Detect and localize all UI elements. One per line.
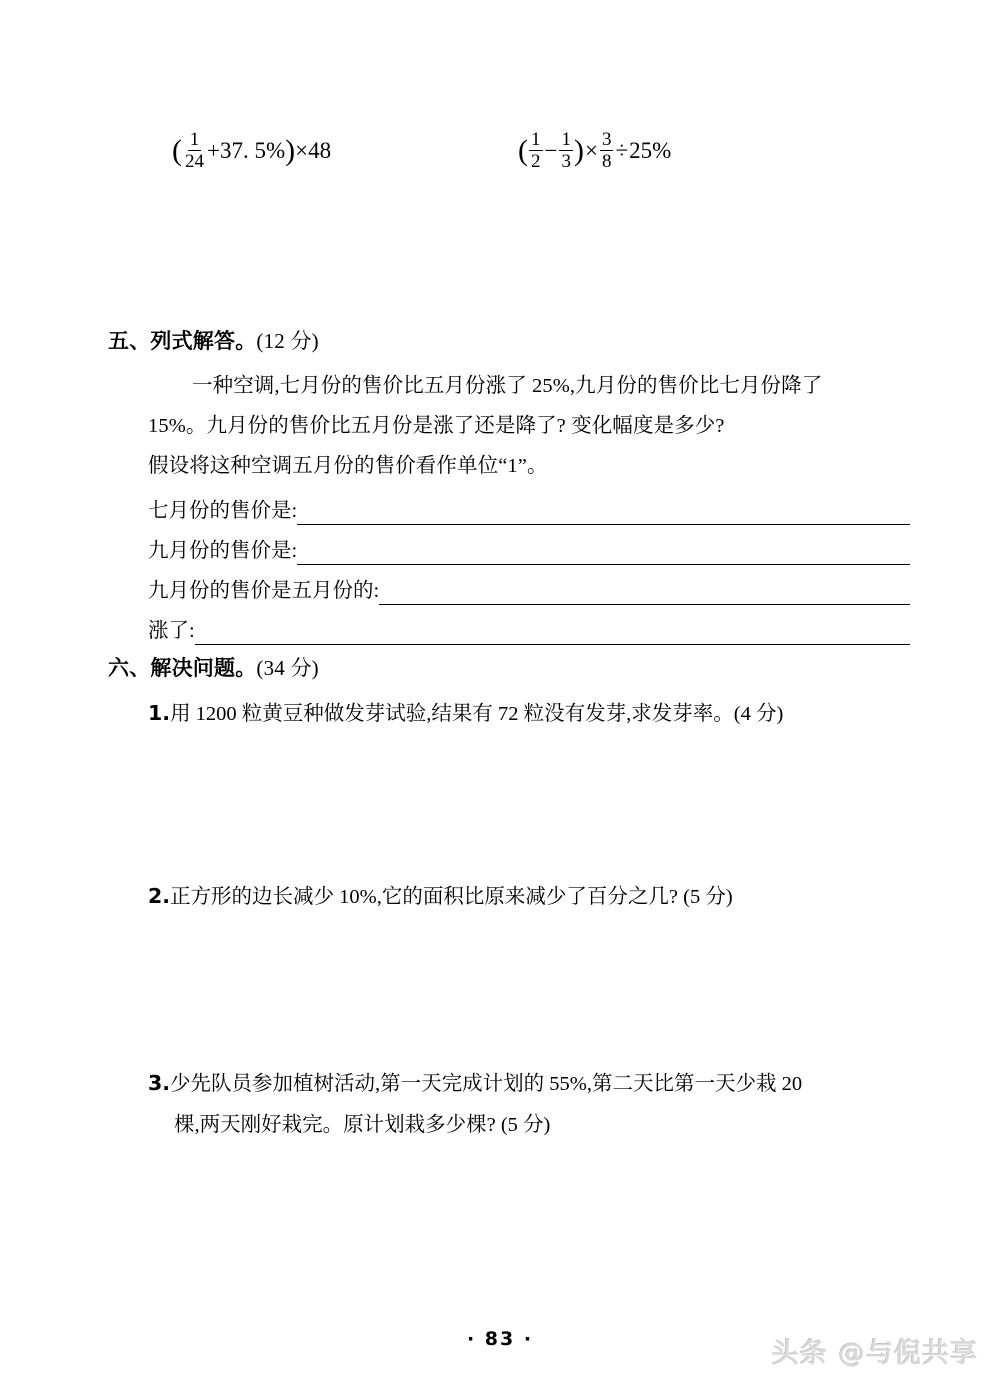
fraction-denominator: 8 (601, 151, 612, 173)
assumption-text: 假设将这种空调五月份的售价看作单位“1”。 (148, 455, 548, 477)
section-five-question-line1 (148, 366, 822, 406)
minus-operator: − (544, 138, 558, 164)
section-five-points: (12 分) (256, 329, 319, 353)
answer-blank-row-4[interactable] (148, 610, 910, 648)
open-paren: ( (172, 133, 182, 167)
section-five-title: 五、列式解答。 (108, 329, 257, 353)
answer-blank-rule[interactable] (297, 523, 910, 525)
calculation-row (0, 108, 1000, 188)
problem-item-2 (148, 876, 928, 918)
fraction-numerator: 1 (531, 129, 541, 150)
fraction-denominator: 2 (531, 151, 541, 173)
answer-blank-row-3[interactable] (148, 570, 910, 608)
calculation-expression-2 (518, 130, 671, 172)
close-paren: ) (285, 133, 296, 167)
calculation-expression-1 (172, 130, 331, 172)
section-five-question-line2 (148, 406, 725, 446)
section-five-assumption (148, 446, 548, 486)
problem-number: 1. (148, 701, 171, 725)
divide-operator: ÷ (615, 138, 629, 164)
divisor-percent: 25% (629, 138, 672, 164)
answer-blank-label: 七月份的售价是: (148, 500, 298, 522)
fraction-numerator: 1 (561, 129, 571, 150)
times-operator: × (584, 138, 598, 164)
addend-percent: +37. 5% (207, 138, 286, 164)
fraction-three-eighths (600, 130, 614, 172)
problem-text-line2: 棵,两天刚好栽完。原计划栽多少棵? (5 分) (174, 1114, 551, 1136)
problem-number: 3. (148, 1071, 171, 1095)
answer-blank-row-2[interactable] (148, 530, 910, 568)
open-paren: ( (518, 133, 528, 167)
fraction-one-half (529, 130, 543, 172)
problem-text: 少先队员参加植树活动,第一天完成计划的 55%,第二天比第一天少栽 20 (170, 1073, 803, 1095)
answer-blank-label: 九月份的售价是五月份的: (148, 580, 380, 602)
problem-item-3 (148, 1063, 938, 1146)
fraction-numerator: 1 (189, 129, 200, 150)
answer-blank-rule[interactable] (379, 603, 910, 605)
problem-number: 2. (148, 884, 171, 908)
answer-blank-rule[interactable] (195, 643, 910, 645)
section-six-points: (34 分) (256, 656, 319, 680)
question-text: 一种空调,七月份的售价比五月份涨了 25%,九月份的售价比七月份降了 (192, 375, 823, 397)
section-five-heading (108, 325, 319, 355)
multiplier-tail: ×48 (295, 138, 332, 164)
section-six-heading (108, 652, 319, 682)
fraction-denominator: 24 (185, 151, 204, 173)
problem-text: 用 1200 粒黄豆种做发芽试验,结果有 72 粒没有发芽,求发芽率。(4 分) (170, 703, 784, 725)
fraction-numerator: 3 (601, 129, 612, 150)
fraction-denominator: 3 (561, 151, 571, 173)
problem-item-1 (148, 693, 928, 735)
fraction-one-twentyfourth (183, 130, 206, 172)
watermark: 头条 @与倪共享 (771, 1338, 978, 1369)
answer-blank-label: 九月份的售价是: (148, 540, 298, 562)
fraction-one-third (559, 130, 573, 172)
page-number: · 83 · (466, 1328, 534, 1350)
answer-blank-rule[interactable] (297, 563, 910, 565)
section-six-title: 六、解决问题。 (108, 656, 257, 680)
answer-blank-label: 涨了: (148, 620, 195, 642)
problem-text: 正方形的边长减少 10%,它的面积比原来减少了百分之几? (5 分) (170, 886, 733, 908)
question-text: 15%。九月份的售价比五月份是涨了还是降了? 变化幅度是多少? (148, 415, 725, 437)
close-paren: ) (573, 133, 584, 167)
answer-blank-row-1[interactable] (148, 490, 910, 528)
